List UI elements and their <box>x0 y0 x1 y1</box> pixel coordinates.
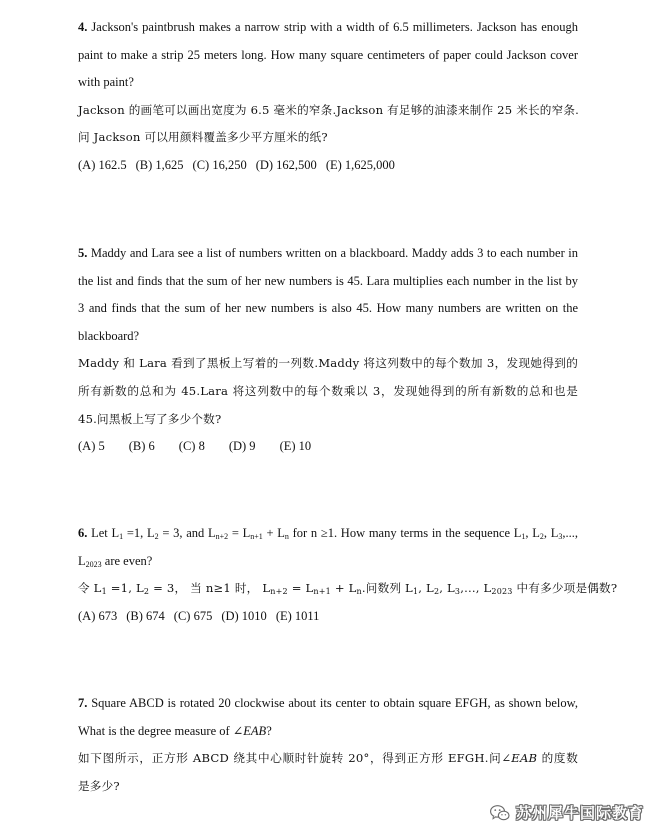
choice-e: (E) 1,625,000 <box>325 157 395 172</box>
problem-number: 5. <box>78 246 88 260</box>
problem-6-en-line-2: $L_{2023}$ are even? <box>78 553 153 569</box>
choice-b: (B) 6 <box>128 439 155 454</box>
problem-7-en-line-1: 7. Square ABCD is rotated 20 clockwise about its center to obtain square EFGH, as shown below, <box>78 696 578 710</box>
problem-5-en-line-4: blackboard? <box>78 328 140 343</box>
problem-5-zh-line-1: Maddy 和 Lara 看到了黑板上写着的一列数.Maddy 将这列数中的每个数加 3，发现她得到的 <box>78 356 578 371</box>
choice-a: (A) 5 <box>78 439 105 454</box>
choice-c: (C) 8 <box>178 439 205 454</box>
choice-b: (B) 674 <box>126 608 165 623</box>
problem-4-en-line-1: 4. Jackson's paintbrush makes a narrow strip with a width of 6.5 millimeters. Jackson has enough <box>78 20 578 34</box>
problem-4 <box>78 14 578 180</box>
problem-7-zh-line-1: 如下图所示，正方形 ABCD 绕其中心顺时针旋转 20°，得到正方形 EFGH.问∠EAB 的度数 <box>78 751 578 766</box>
problem-7-zh-line-2: 是多少? <box>78 778 120 793</box>
problem-5-zh-line-2: 所有新数的总和为 45.Lara 将这列数中的每个数乘以 3，发现她得到的所有新数的总和也是 <box>78 383 578 398</box>
wechat-logo-icon <box>490 804 510 822</box>
choice-d: (D) 9 <box>228 439 256 454</box>
watermark-text: 苏州犀牛国际教育 <box>515 804 644 822</box>
choice-d: (D) 162,500 <box>255 157 317 172</box>
problem-6-zh-line-1: 令 $L_1 =1$, $L_2 = 3$， 当 n≥1 时， $L_{n+2} = L_{n+1} + L_n$.问数列 $L_1$, $L_2$, $L_3$,..., $L_{2023}$ 中有多少项是偶数? <box>78 581 618 597</box>
choice-c: (C) 675 <box>173 608 213 623</box>
problem-5-en-line-2: the list and finds that the sum of her new numbers is 45. Lara multiplies each number in the list by <box>78 273 578 288</box>
answer-choices <box>78 152 578 180</box>
choice-d: (D) 1010 <box>221 608 267 623</box>
problem-number: 4. <box>78 20 88 34</box>
choice-a: (A) 162.5 <box>78 157 127 172</box>
problem-7 <box>78 690 578 800</box>
watermark <box>490 802 644 823</box>
problem-4-zh-line-2: 问 Jackson 可以用颜料覆盖多少平方厘米的纸? <box>78 130 328 145</box>
choice-e: (E) 10 <box>279 439 312 454</box>
choice-c: (C) 16,250 <box>192 157 247 172</box>
problem-number: 7. <box>78 696 88 710</box>
answer-choices <box>78 603 578 631</box>
problem-5 <box>78 240 578 461</box>
answer-choices <box>78 433 578 461</box>
choice-e: (E) 1011 <box>275 608 320 623</box>
problem-7-en-line-2: What is the degree measure of ∠EAB? <box>78 723 272 738</box>
choice-b: (B) 1,625 <box>135 157 184 172</box>
problem-5-en-line-1: 5. Maddy and Lara see a list of numbers written on a blackboard. Maddy adds 3 to each number in <box>78 246 578 260</box>
problem-6-en-line-1: 6. Let $L_1 =1$, $L_2 = 3$, and $L_{n+2} = L_{n+1} + L_n$ for n ≥1. How many terms in the sequence $L_1$, $L_2$, $L_3$,..., <box>78 526 578 541</box>
problem-5-en-line-3: 3 and finds that the sum of her new numbers is also 45. How many numbers are written on the <box>78 301 578 316</box>
problem-5-zh-line-3: 45.问黑板上写了多少个数? <box>78 411 222 426</box>
problem-4-en-line-2: paint to make a strip 25 meters long. How many square centimeters of paper could Jackson cover <box>78 47 578 62</box>
problem-4-en-line-3: with paint? <box>78 75 134 90</box>
problem-4-zh-line-1: Jackson 的画笔可以画出宽度为 6.5 毫米的窄条.Jackson 有足够的油漆来制作 25 米长的窄条. <box>78 102 580 117</box>
choice-a: (A) 673 <box>78 608 118 623</box>
problem-number: 6. <box>78 526 88 540</box>
problem-6 <box>78 520 618 630</box>
